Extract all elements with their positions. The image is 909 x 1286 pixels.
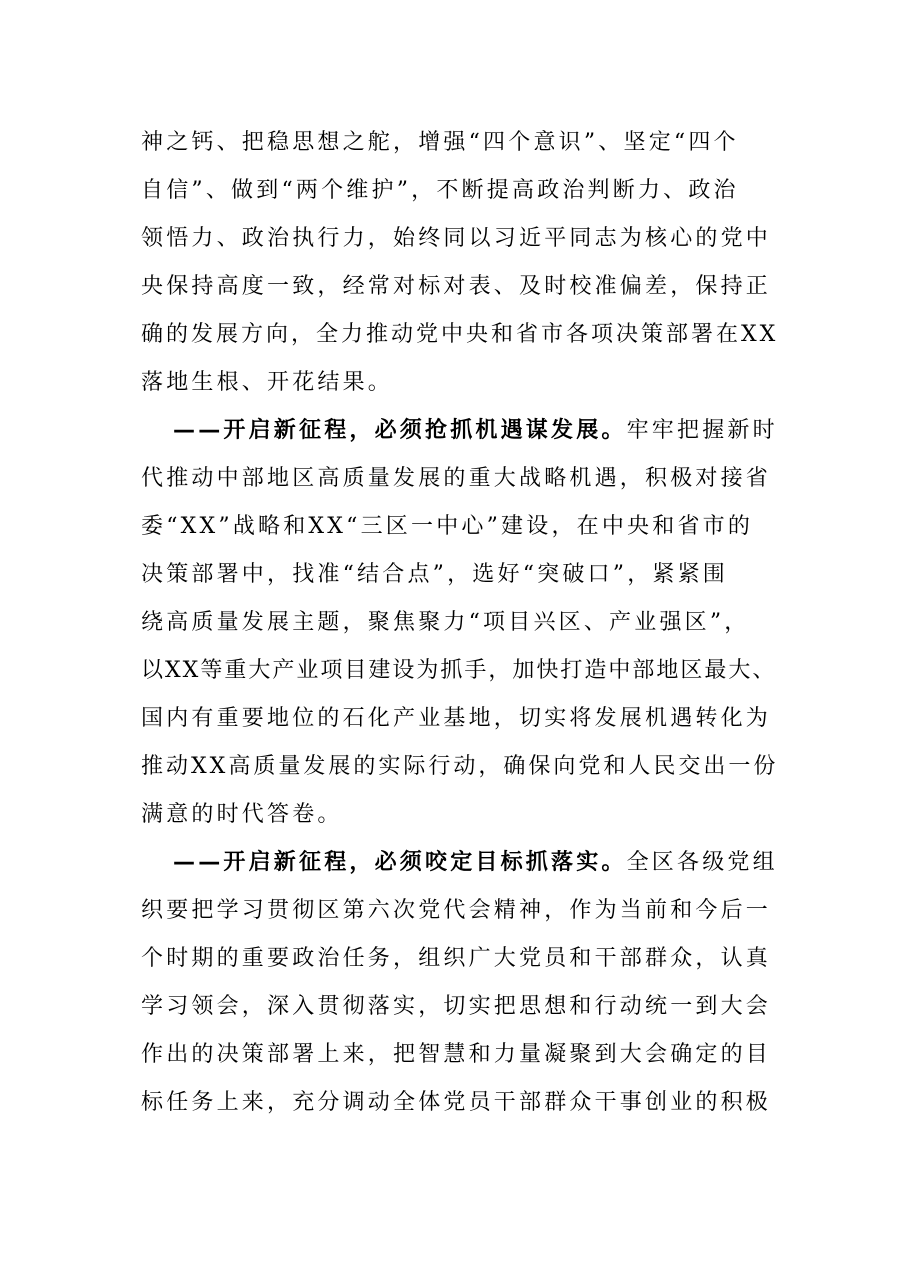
- paragraph-2-heading: ——开启新征程，必须抢抓机遇谋发展。: [173, 418, 627, 443]
- paragraph-2-first-line: [173, 412, 778, 450]
- paragraph-2-first-line-text: 牢牢把握新时: [626, 418, 778, 443]
- paragraph-2-line: 国内有重要地位的石化产业基地，切实将发展机遇转化为: [141, 706, 772, 731]
- paragraph-1-line: 领悟力、政治执行力，始终同以习近平同志为核心的党中: [141, 226, 772, 251]
- paragraph-2-line: 推动XX高质量发展的实际行动，确保向党和人民交出一份: [141, 754, 779, 779]
- paragraph-3-line: 个时期的重要政治任务，组织广大党员和干部群众，认真: [141, 946, 772, 971]
- paragraph-1-line: 落地生根、开花结果。: [141, 370, 394, 395]
- paragraph-3-line: 标任务上来，充分调动全体党员干部群众干事创业的积极: [141, 1090, 772, 1115]
- paragraph-2-line: 满意的时代答卷。: [141, 802, 343, 827]
- paragraph-3-heading: ——开启新征程，必须咬定目标抓落实。: [173, 850, 627, 875]
- paragraph-3-line: 作出的决策部署上来，把智慧和力量凝聚到大会确定的目: [141, 1042, 772, 1067]
- paragraph-2-line: 以XX等重大产业项目建设为抓手，加快打造中部地区最大、: [141, 658, 777, 683]
- paragraph-1-line: 自信”、做到“两个维护”，不断提高政治判断力、政治: [141, 178, 739, 203]
- paragraph-3-line: 学习领会，深入贯彻落实，切实把思想和行动统一到大会: [141, 994, 772, 1019]
- paragraph-1-line: 确的发展方向，全力推动党中央和省市各项决策部署在XX: [141, 322, 779, 347]
- paragraph-1-line: 央保持高度一致，经常对标对表、及时校准偏差，保持正: [141, 274, 772, 299]
- paragraph-2-line: 委“XX”战略和XX“三区一中心”建设，在中央和省市的: [141, 514, 754, 539]
- paragraph-2-line: 代推动中部地区高质量发展的重大战略机遇，积极对接省: [141, 466, 772, 491]
- paragraph-1-line: 神之钙、把稳思想之舵，增强“四个意识”、坚定“四个: [141, 130, 739, 155]
- paragraph-2-line: 决策部署中，找准“结合点”，选好“突破口”，紧紧围: [141, 562, 728, 587]
- paragraph-3-line: 织要把学习贯彻区第六次党代会精神，作为当前和今后一: [141, 898, 772, 923]
- paragraph-2-line: 绕高质量发展主题，聚焦聚力“项目兴区、产业强区”，: [141, 610, 750, 635]
- paragraph-3-first-line-text: 全区各级党组: [626, 850, 778, 875]
- paragraph-3-first-line: [173, 844, 778, 882]
